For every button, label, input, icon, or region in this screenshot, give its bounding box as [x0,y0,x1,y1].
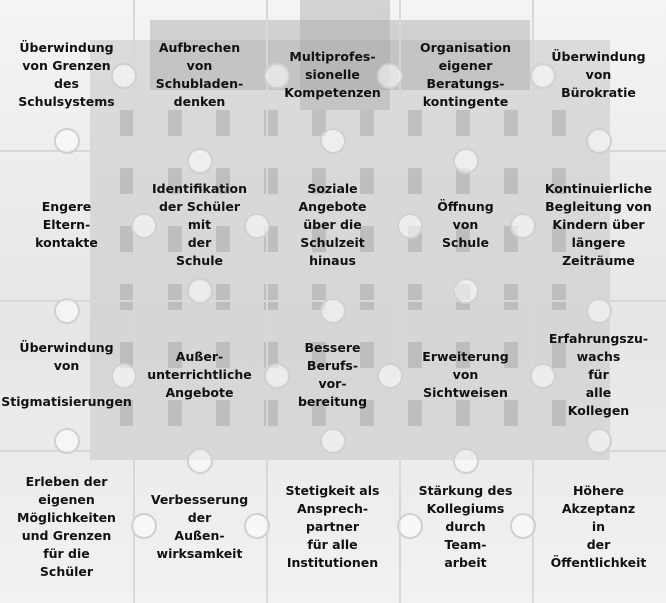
piece-label: Höhere Akzeptanz in der Öffentlichkeit [550,482,647,570]
puzzle-piece [399,150,532,300]
puzzle-piece [133,0,266,150]
piece-label: Aufbrechen von Schubladen- denken [155,40,244,109]
piece-label: Überwindung von Bürokratie [551,49,646,100]
piece-label: Überwindung von Grenzen des Schulsystems [18,40,115,109]
piece-label: Organisation eigener Beratungs- kontingente [420,40,511,109]
puzzle-piece [0,450,133,603]
puzzle-piece [266,300,399,450]
puzzle-piece [0,0,133,150]
piece-label: Erweiterung von Sichtweisen [422,349,509,400]
puzzle-piece [0,300,133,450]
puzzle-piece [266,150,399,300]
puzzle-piece [266,0,399,150]
piece-label: Öffnung von Schule [437,199,494,250]
puzzle-piece [266,450,399,603]
puzzle-piece [399,450,532,603]
piece-label: Bessere Berufs- vor- bereitung [297,340,368,409]
puzzle-piece [532,150,665,300]
piece-label: Identifikation der Schüler mit der Schule [152,181,247,268]
puzzle-piece [532,300,665,450]
piece-label: Erfahrungszu- wachs für alle Kollegen [548,331,649,418]
piece-label: Stetigkeit als Ansprech- partner für alle Institutionen [285,482,380,570]
puzzle-piece [532,0,665,150]
piece-label: Stärkung des Kollegiums durch Team- arbeit [418,482,513,570]
puzzle-piece [133,150,266,300]
puzzle-piece [133,450,266,603]
piece-label: Verbesserung der Außen- wirksamkeit [150,491,249,561]
puzzle-piece [0,150,133,300]
puzzle-piece [399,300,532,450]
piece-label: Außer- unterrichtliche Angebote [147,349,252,400]
piece-label: Engere Eltern- kontakte [35,199,98,250]
puzzle-piece [399,0,532,150]
piece-label: Multiprofes- sionelle Kompetenzen [284,49,381,100]
piece-label: Soziale Angebote über die Schulzeit hinaus [298,181,367,268]
puzzle-piece [532,450,665,603]
piece-label: Kontinuierliche Begleitung von Kindern über längere Zeiträume [544,181,653,268]
piece-label: Überwindung von Stigmatisierungen [1,340,132,409]
puzzle-piece [133,300,266,450]
piece-label: Erleben der eigenen Möglichkeiten und Grenzen für die Schüler [17,473,116,579]
